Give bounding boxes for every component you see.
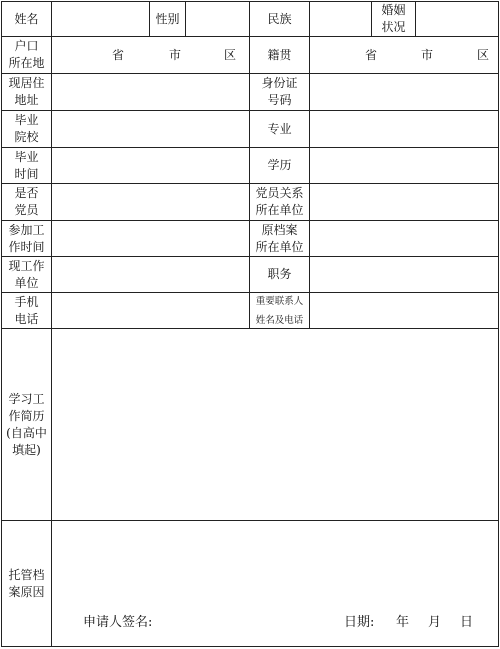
gender-field[interactable] [185, 1, 250, 37]
resume-field[interactable] [51, 328, 499, 521]
hukou-province-label: 省 [112, 47, 125, 62]
name-label: 姓名 [1, 1, 52, 37]
archive-unit-label: 原档案 所在单位 [249, 220, 310, 257]
party-unit-field[interactable] [309, 183, 499, 221]
year-label: 年 [396, 615, 410, 630]
hukou-district-label: 区 [224, 47, 237, 62]
ethnicity-field[interactable] [309, 1, 372, 37]
id-number-field[interactable] [309, 73, 499, 111]
name-field[interactable] [51, 1, 150, 37]
current-unit-label: 现工作 单位 [1, 256, 52, 293]
gender-label: 性别 [149, 1, 186, 37]
work-start-label: 参加工 作时间 [1, 220, 52, 257]
school-label: 毕业 院校 [1, 110, 52, 148]
current-unit-field[interactable] [51, 256, 250, 293]
emergency-contact-field[interactable] [309, 292, 499, 329]
major-label: 专业 [249, 110, 310, 148]
school-field[interactable] [51, 110, 250, 148]
marital-status-field[interactable] [415, 1, 499, 37]
mobile-field[interactable] [51, 292, 250, 329]
residence-field[interactable] [51, 73, 250, 111]
signature-label: 申请人签名: [83, 615, 153, 630]
party-unit-label: 党员关系 所在单位 [249, 183, 310, 221]
education-field[interactable] [309, 147, 499, 184]
position-label: 职务 [249, 256, 310, 293]
native-province-label: 省 [365, 47, 378, 62]
day-label: 日 [460, 615, 474, 630]
native-district-label: 区 [477, 47, 490, 62]
party-member-field[interactable] [51, 183, 250, 221]
month-label: 月 [428, 615, 442, 630]
marital-status-label: 婚姻 状况 [371, 1, 416, 37]
grad-time-label: 毕业 时间 [1, 147, 52, 184]
native-city-label: 市 [421, 47, 434, 62]
hukou-label: 户口 所在地 [1, 36, 52, 74]
party-member-label: 是否 党员 [1, 183, 52, 221]
education-label: 学历 [249, 147, 310, 184]
grad-time-field[interactable] [51, 147, 250, 184]
native-place-label: 籍贯 [249, 36, 310, 74]
emergency-contact-label: 重要联系人 姓名及电话 [249, 292, 310, 329]
residence-label: 现居住 地址 [1, 73, 52, 111]
resume-label: 学习工 作简历 (自高中 填起) [1, 328, 52, 521]
work-start-field[interactable] [51, 220, 250, 257]
reason-label: 托管档 案原因 [1, 520, 52, 647]
major-field[interactable] [309, 110, 499, 148]
date-label: 日期: [344, 615, 375, 630]
hukou-city-label: 市 [169, 47, 182, 62]
reason-field[interactable] [51, 520, 499, 647]
hukou-field[interactable] [51, 36, 250, 74]
position-field[interactable] [309, 256, 499, 293]
native-place-field[interactable] [309, 36, 499, 74]
ethnicity-label: 民族 [249, 1, 310, 37]
mobile-label: 手机 电话 [1, 292, 52, 329]
archive-unit-field[interactable] [309, 220, 499, 257]
id-number-label: 身份证 号码 [249, 73, 310, 111]
